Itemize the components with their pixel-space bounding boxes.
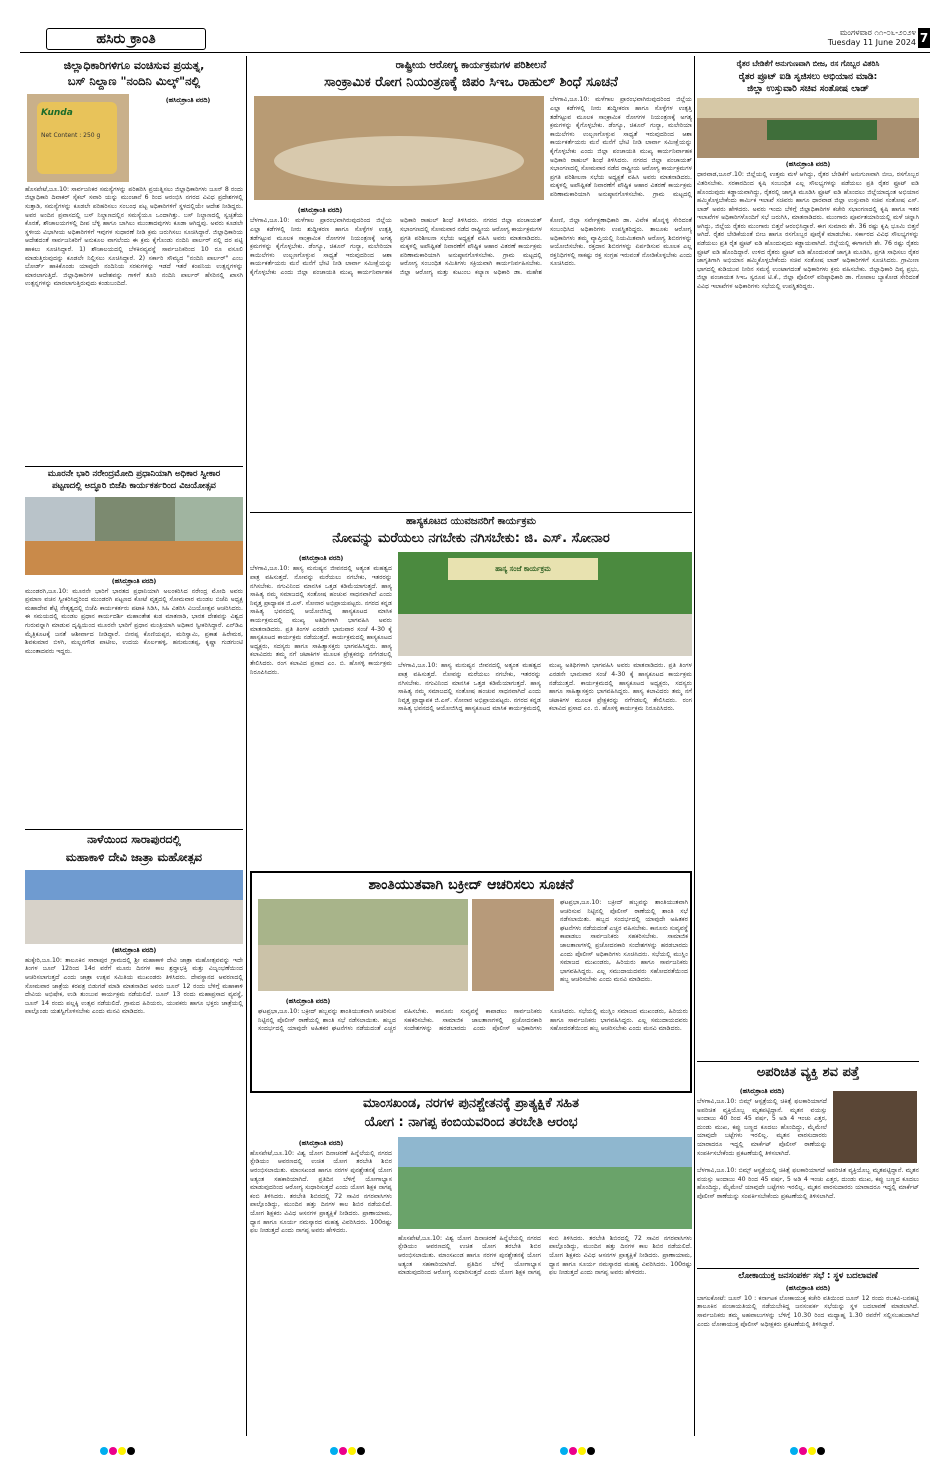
celebration-photo (25, 497, 243, 575)
kicker: ರಾಷ್ಟ್ರೀಯ ಆರೋಗ್ಯ ಕಾರ್ಯಕ್ರಮಗಳ ಪರಿಶೀಲನೆ (395, 60, 547, 71)
headline: ಜಿಲ್ಲಾಧಿಕಾರಿಗಳಿಗೂ ವಂಚಿಸುವ ಪ್ರಯತ್ನ, (63, 60, 205, 72)
section-title: ಹಸಿರು ಕ್ರಾಂತಿ (96, 31, 156, 47)
kicker: ರೈತರ ಬೇಡಿಕೆಗೆ ಅನುಗುಣವಾಗಿ ಬೀಜ, ರಸ ಗೊಬ್ಬರ ವಿತರಿಸಿ (736, 60, 880, 68)
headline-sub: ಯೋಗ : ನಾಗಪ್ಪ ಕಂಬಿಯವರಿಂದ ತರಬೇತಿ ಆರಂಭ (364, 1114, 578, 1130)
headline-sub: ಬಸ್ ನಿಲ್ದಾಣ "ನಂದಿನಿ ಮಿಲ್ಕ್"ನಲ್ಲಿ (67, 73, 201, 88)
registration-marks-center-left (330, 1440, 366, 1450)
byline: (ಹಸಿರುಕ್ರಾಂತಿ ವರದಿ) (739, 1086, 785, 1095)
date-kannada: ಮಂಗಳವಾರ ೧೧-೦೬-೨೦೨೪ (839, 28, 916, 37)
byline: (ಹಸಿರುಕ್ರಾಂತಿ ವರದಿ) (285, 997, 331, 1006)
deceased-photo (833, 1091, 917, 1163)
article-body: ಘಟಪ್ರಭಾ,ಜೂ.10: ಬಕ್ರೀದ್ ಹಬ್ಬವನ್ನು ಶಾಂತಿಯುತವಾಗಿ ಆಚರಿಸುವ ನಿಟ್ಟಿನಲ್ಲಿ ಪೊಲೀಸ್ ಠಾಣೆಯಲ್ಲಿ ಶಾಂತಿ ಸಭೆ ನಡೆಸಲಾಯಿತು. ಹಬ್ಬದ ಸಂದರ್ಭದಲ್ಲಿ ಯಾವುದೇ ಅಹಿತಕರ ಘಟನೆಗಳು ನಡೆಯದಂತೆ ಎಚ್ಚರ ವಹಿಸಬೇಕು. ಕಾನೂನು ಸುವ್ಯವಸ್ಥೆ ಕಾಪಾಡಲು ಸಾರ್ವಜನಿಕರು ಸಹಕರಿಸಬೇಕು. ಸಾಮಾಜಿಕ ಜಾಲತಾಣಗಳಲ್ಲಿ ಪ್ರಚೋದನಕಾರಿ ಸಂದೇಶಗಳನ್ನು ಹರಡಬಾರದು ಎಂದು ಪೊಲೀಸ್ ಅಧಿಕಾರಿಗಳು ಸೂಚಿಸಿದರು. ಸಭೆಯಲ್ಲಿ ಮುಸ್ಲಿಂ ಸಮಾಜದ ಮುಖಂಡರು, ಹಿರಿಯರು ಹಾಗೂ ಸಾರ್ವಜನಿಕರು ಭಾಗವಹಿಸಿದ್ದರು. ಎಲ್ಲ ಸಮುದಾಯದವರು ಸಹೋದರತೆಯಿಂದ ಹಬ್ಬ ಆಚರಿಸಬೇಕು ಎಂದು ಮನವಿ ಮಾಡಿದರು. (258, 1008, 688, 1033)
kicker: ಹಾಸ್ಯಕೂಟದ ಯುವಜನರಿಗೆ ಕಾರ್ಯಕ್ರಮ (405, 516, 536, 527)
black-dot (357, 1447, 365, 1455)
black-dot (587, 1447, 595, 1455)
product-label: Kunda (41, 107, 73, 118)
headline: ಮಾಂಸಖಂಡ, ನರಗಳ ಪುನಶ್ಚೇತನಕ್ಕೆ ಪ್ರಾತ್ಯಕ್ಷಿಕೆ ಸಹಿತ (363, 1097, 579, 1111)
article-body: ಹೊಸಪೇಟೆ,ಜೂ.10: ವಿಶ್ವ ಯೋಗ ದಿನಾಚರಣೆ ಹಿನ್ನೆಲೆಯಲ್ಲಿ ನಗರದ ಸ್ಟೇಡಿಯಂ ಆವರಣದಲ್ಲಿ ಉಚಿತ ಯೋಗ ತರಬೇತಿ ಶಿಬಿರ ಆರಂಭಿಸಲಾಯಿತು. ಮಾಂಸಖಂಡ ಹಾಗೂ ನರಗಳ ಪುನಶ್ಚೇತನಕ್ಕೆ ಯೋಗ ಅತ್ಯಂತ ಸಹಕಾರಿಯಾಗಿದೆ. ಪ್ರತಿದಿನ ಬೆಳಿಗ್ಗೆ ಯೋಗಾಭ್ಯಾಸ ಮಾಡುವುದರಿಂದ ಆರೋಗ್ಯ ಸುಧಾರಿಸುತ್ತದೆ ಎಂದು ಯೋಗ ಶಿಕ್ಷಕ ನಾಗಪ್ಪ ಕಂಬಿ ತಿಳಿಸಿದರು. ತರಬೇತಿ ಶಿಬಿರದಲ್ಲಿ 72 ಸಾವಿರ ನಗರವಾಸಿಗಳು ಪಾಲ್ಗೊಂಡಿದ್ದು, ಮುಂದಿನ ಹತ್ತು ದಿನಗಳ ಕಾಲ ಶಿಬಿರ ನಡೆಯಲಿದೆ. ಯೋಗ ಶಿಕ್ಷಕರು ವಿವಿಧ ಆಸನಗಳ ಪ್ರಾತ್ಯಕ್ಷಿಕೆ ನೀಡಿದರು. ಪ್ರಾಣಾಯಾಮ, ಧ್ಯಾನ ಹಾಗೂ ಸೂರ್ಯ ನಮಸ್ಕಾರದ ಮಹತ್ವ ವಿವರಿಸಿದರು. 100ರಷ್ಟು ಫಲ ನೀಡುತ್ತದೆ ಎಂದು ನಾಗಪ್ಪ ಅವರು ಹೇಳಿದರು. (398, 1234, 692, 1277)
headline: ರೈತರ ಪ್ರೂಟ್ ಐಡಿ ಸೃಜಿಸಲು ಅಭಿಯಾನ ಮಾಡಿ: (738, 71, 878, 82)
article-body: ಬೆಳಗಾವಿ,ಜೂ.10: ಮಳೆಗಾಲ ಪ್ರಾರಂಭವಾಗಿರುವುದರಿಂದ ಜಿಲ್ಲೆಯ ಎಲ್ಲಾ ಕಡೆಗಳಲ್ಲಿ ನೀರು ಶುದ್ಧೀಕರಣ ಹಾಗೂ ಸೊಳ್ಳೆಗಳ ಉತ್ಪತ್ತಿ ತಡೆಗಟ್ಟುವ ಮೂಲಕ ಸಾಂಕ್ರಾಮಿಕ ರೋಗಗಳ ನಿಯಂತ್ರಣಕ್ಕೆ ಅಗತ್ಯ ಕ್ರಮಗಳನ್ನು ಕೈಗೊಳ್ಳಬೇಕು. ಡೆಂಗ್ಯೂ, ಚಿಕೂನ್ ಗುನ್ಯಾ, ಮಲೇರಿಯಾ ಕಾಯಿಲೆಗಳು ಉಲ್ಬಣಗೊಳ್ಳುವ ಸಾಧ್ಯತೆ ಇರುವುದರಿಂದ ಆಶಾ ಕಾರ್ಯಕರ್ತೆಯರು ಮನೆ ಮನೆಗೆ ಭೇಟಿ ನೀಡಿ ಲಾರ್ವಾ ಸಮೀಕ್ಷೆಯನ್ನು ಕೈಗೊಳ್ಳಬೇಕು ಎಂದು ಜಿಲ್ಲಾ ಪಂಚಾಯತಿ ಮುಖ್ಯ ಕಾರ್ಯನಿರ್ವಾಹಕ ಅಧಿಕಾರಿ ರಾಹುಲ್ ಶಿಂಧೆ ತಿಳಿಸಿದರು. ನಗರದ ಜಿಲ್ಲಾ ಪಂಚಾಯತ್ ಸಭಾಂಗಣದಲ್ಲಿ ಸೋಮವಾರ ನಡೆದ ರಾಷ್ಟ್ರೀಯ ಆರೋಗ್ಯ ಕಾರ್ಯಕ್ರಮಗಳ ಪ್ರಗತಿ ಪರಿಶೀಲನಾ ಸಭೆಯ ಅಧ್ಯಕ್ಷತೆ ವಹಿಸಿ ಅವರು ಮಾತನಾಡಿದರು. ಮಕ್ಕಳಲ್ಲಿ ಅಪೌಷ್ಟಿಕತೆ ನಿವಾರಣೆಗೆ ಪೌಷ್ಟಿಕ ಆಹಾರ ವಿತರಣೆ ಕಾರ್ಯಕ್ರಮ ಪರಿಣಾಮಕಾರಿಯಾಗಿ ಅನುಷ್ಠಾನಗೊಳಿಸಬೇಕು. ಗ್ರಾಮ ಮಟ್ಟದಲ್ಲಿ ಆರೋಗ್ಯ ಸಂಬಂಧಿತ ಸಮಿತಿಗಳು ಸಕ್ರಿಯವಾಗಿ ಕಾರ್ಯನಿರ್ವಹಿಸಬೇಕು. ಜಿಲ್ಲಾ ಆರೋಗ್ಯ ಮತ್ತು ಕುಟುಂಬ ಕಲ್ಯಾಣ ಅಧಿಕಾರಿ ಡಾ. ಮಹೇಶ ಕೋಣಿ, ಜಿಲ್ಲಾ ಸರ್ವೇಕ್ಷಣಾಧಿಕಾರಿ ಡಾ. ವಿವೇಕ ಹೊನ್ನಳ್ಳಿ ಸೇರಿದಂತೆ ಸಂಬಂಧಿಸಿದ ಅಧಿಕಾರಿಗಳು ಉಪಸ್ಥಿತರಿದ್ದರು. ತಾಲೂಕು ಆರೋಗ್ಯ ಅಧಿಕಾರಿಗಳು ತಮ್ಮ ವ್ಯಾಪ್ತಿಯಲ್ಲಿ ನಿಯಮಿತವಾಗಿ ಆರೋಗ್ಯ ಶಿಬಿರಗಳನ್ನು ಆಯೋಜಿಸಬೇಕು. ರಕ್ತದಾನ ಶಿಬಿರಗಳನ್ನು ಏರ್ಪಡಿಸುವ ಮೂಲಕ ಎಲ್ಲ ರಕ್ತನಿಧಿಗಳಲ್ಲಿ ಸಾಕಷ್ಟು ರಕ್ತ ಸಂಗ್ರಹ ಇರುವಂತೆ ನೋಡಿಕೊಳ್ಳಬೇಕು ಎಂದು ಸೂಚಿಸಿದರು. (250, 217, 692, 276)
date-english: Tuesday 11 June 2024 (827, 38, 916, 47)
divider (697, 1268, 919, 1269)
story-lokayukta (697, 1272, 919, 1438)
event-photo (398, 552, 692, 656)
story-yoga-training (250, 1097, 692, 1435)
byline: (ಹಸಿರುಕ್ರಾಂತಿ ವರದಿ) (785, 1283, 831, 1292)
story-fruit-id (697, 60, 919, 1060)
byline: (ಹಸಿರುಕ್ರಾಂತಿ ವರದಿ) (297, 206, 343, 215)
byline: (ಹಸಿರುಕ್ರಾಂತಿ ವರದಿ) (165, 95, 211, 104)
yellow-dot (348, 1447, 356, 1455)
black-dot (817, 1447, 825, 1455)
byline: (ಹಸಿರುಕ್ರಾಂತಿ ವರದಿ) (111, 945, 157, 954)
article-body: ಬೆಳಗಾವಿ,ಜೂ.10: ಬಿಮ್ಸ್ ಆಸ್ಪತ್ರೆಯಲ್ಲಿ ಚಿಕಿತ್ಸೆ ಫಲಕಾರಿಯಾಗದೆ ಅಪರಿಚಿತ ವ್ಯಕ್ತಿಯೊಬ್ಬ ಮೃತಪಟ್ಟಿದ್ದಾನೆ. ಮೃತನ ವಯಸ್ಸು ಅಂದಾಜು 40 ರಿಂದ 45 ವರ್ಷ, 5 ಅಡಿ 4 ಇಂಚು ಎತ್ತರ, ದುಂಡು ಮುಖ, ಕಪ್ಪು ಬಣ್ಣದ ಕೂದಲು ಹೊಂದಿದ್ದು, ಮೈಮೇಲೆ ಯಾವುದೇ ಬಟ್ಟೆಗಳು ಇರಲಿಲ್ಲ. ಮೃತನ ವಾರಸುದಾರರು ಯಾರಾದರೂ ಇದ್ದಲ್ಲಿ ಮಾರ್ಕೆಟ್ ಪೊಲೀಸ್ ಠಾಣೆಯನ್ನು ಸಂಪರ್ಕಿಸಬೇಕೆಂದು ಪ್ರಕಟಣೆಯಲ್ಲಿ ತಿಳಿಸಲಾಗಿದೆ. (697, 1166, 919, 1200)
byline: (ಹಸಿರುಕ್ರಾಂತಿ ವರದಿ) (111, 576, 157, 585)
yellow-dot (118, 1447, 126, 1455)
meeting-photo (258, 899, 468, 991)
registration-marks-center-right (560, 1440, 596, 1450)
column-divider (694, 56, 695, 1436)
header-rule (20, 52, 930, 53)
divider (250, 512, 692, 513)
cyan-dot (790, 1447, 798, 1455)
magenta-dot (799, 1447, 807, 1455)
story-bakrid-peace (250, 871, 692, 1093)
meeting-photo (254, 96, 544, 200)
dateline (828, 28, 916, 48)
story-health-review (250, 60, 692, 508)
cyan-dot (100, 1447, 108, 1455)
yoga-photo (398, 1137, 692, 1229)
magenta-dot (569, 1447, 577, 1455)
headline: ಲೋಕಾಯುಕ್ತ ಜನಸಂಪರ್ಕ ಸಭೆ : ಸ್ಥಳ ಬದಲಾವಣೆ (738, 1272, 878, 1281)
article-body: ಬಾಗಲಕೋಟೆ: ಜೂನ್ 10 : ಕರ್ನಾಟಕ ಲೋಕಾಯುಕ್ತ ಕಚೇರಿ ವತಿಯಿಂದ ಜೂನ್ 12 ರಂದು ರಬಕವಿ-ಬನಹಟ್ಟಿ ತಾಲೂಕಿನ ಪಂಚಾಯತಿಯಲ್ಲಿ ನಡೆಯಬೇಕಿದ್ದ ಜನಸಂಪರ್ಕ ಸಭೆಯನ್ನು ಸ್ಥಳ ಬದಲಾವಣೆ ಮಾಡಲಾಗಿದೆ. ಸಾರ್ವಜನಿಕರು ತಮ್ಮ ಅಹವಾಲುಗಳನ್ನು ಬೆಳಿಗ್ಗೆ 10.30 ರಿಂದ ಮಧ್ಯಾಹ್ನ 1.30 ರವರೆಗೆ ಸಲ್ಲಿಸಬಹುದಾಗಿದೆ ಎಂದು ಲೋಕಾಯುಕ್ತ ಪೊಲೀಸ್ ಅಧೀಕ್ಷಕರು ಪ್ರಕಟಣೆಯಲ್ಲಿ ತಿಳಿಸಿದ್ದಾರೆ. (697, 1294, 919, 1328)
magenta-dot (339, 1447, 347, 1455)
product-weight: Net Content : 250 g (41, 131, 101, 139)
article-body-top: ಬೆಳಗಾವಿ,ಜೂ.10: ಮಳೆಗಾಲ ಪ್ರಾರಂಭವಾಗಿರುವುದರಿಂದ ಜಿಲ್ಲೆಯ ಎಲ್ಲಾ ಕಡೆಗಳಲ್ಲಿ ನೀರು ಶುದ್ಧೀಕರಣ ಹಾಗೂ ಸೊಳ್ಳೆಗಳ ಉತ್ಪತ್ತಿ ತಡೆಗಟ್ಟುವ ಮೂಲಕ ಸಾಂಕ್ರಾಮಿಕ ರೋಗಗಳ ನಿಯಂತ್ರಣಕ್ಕೆ ಅಗತ್ಯ ಕ್ರಮಗಳನ್ನು ಕೈಗೊಳ್ಳಬೇಕು. ಡೆಂಗ್ಯೂ, ಚಿಕೂನ್ ಗುನ್ಯಾ, ಮಲೇರಿಯಾ ಕಾಯಿಲೆಗಳು ಉಲ್ಬಣಗೊಳ್ಳುವ ಸಾಧ್ಯತೆ ಇರುವುದರಿಂದ ಆಶಾ ಕಾರ್ಯಕರ್ತೆಯರು ಮನೆ ಮನೆಗೆ ಭೇಟಿ ನೀಡಿ ಲಾರ್ವಾ ಸಮೀಕ್ಷೆಯನ್ನು ಕೈಗೊಳ್ಳಬೇಕು ಎಂದು ಜಿಲ್ಲಾ ಪಂಚಾಯತಿ ಮುಖ್ಯ ಕಾರ್ಯನಿರ್ವಾಹಕ ಅಧಿಕಾರಿ ರಾಹುಲ್ ಶಿಂಧೆ ತಿಳಿಸಿದರು. ನಗರದ ಜಿಲ್ಲಾ ಪಂಚಾಯತ್ ಸಭಾಂಗಣದಲ್ಲಿ ಸೋಮವಾರ ನಡೆದ ರಾಷ್ಟ್ರೀಯ ಆರೋಗ್ಯ ಕಾರ್ಯಕ್ರಮಗಳ ಪ್ರಗತಿ ಪರಿಶೀಲನಾ ಸಭೆಯ ಅಧ್ಯಕ್ಷತೆ ವಹಿಸಿ ಅವರು ಮಾತನಾಡಿದರು. ಮಕ್ಕಳಲ್ಲಿ ಅಪೌಷ್ಟಿಕತೆ ನಿವಾರಣೆಗೆ ಪೌಷ್ಟಿಕ ಆಹಾರ ವಿತರಣೆ ಕಾರ್ಯಕ್ರಮ ಪರಿಣಾಮಕಾರಿಯಾಗಿ ಅನುಷ್ಠಾನಗೊಳಿಸಬೇಕು. ಗ್ರಾಮ ಮಟ್ಟದಲ್ಲಿ (550, 96, 692, 198)
article-body: ಹುಕ್ಕೇರಿ,ಜೂ.10: ತಾಲೂಕಿನ ಸಾರಾಪುರ ಗ್ರಾಮದಲ್ಲಿ ಶ್ರೀ ಮಹಾಕಾಳಿ ದೇವಿ ಜಾತ್ರಾ ಮಹೋತ್ಸವವನ್ನು ಇದೇ ತಿಂಗಳ ಜೂನ್ 12ರಿಂದ 14ರ ವರೆಗೆ ಮೂರು ದಿನಗಳ ಕಾಲ ಶ್ರದ್ಧಾಭಕ್ತಿ ಮತ್ತು ವಿಜೃಂಭಣೆಯಿಂದ ಆಚರಿಸಲಾಗುತ್ತದೆ ಎಂದು ಜಾತ್ರಾ ಉತ್ಸವ ಸಮಿತಿಯ ಮುಖಂಡರು ತಿಳಿಸಿದರು. ದೇವಸ್ಥಾನದ ಆವರಣದಲ್ಲಿ ಸೋಮವಾರ ಜಾತ್ರೆಯ ಕರಪತ್ರ ಬಿಡುಗಡೆ ಮಾಡಿ ಮಾತನಾಡಿದ ಅವರು ಜೂನ್ 12 ರಂದು ಬೆಳಿಗ್ಗೆ ಮಹಾಕಾಳಿ ದೇವಿಯ ಅಭಿಷೇಕ, ಉಡಿ ತುಂಬುವ ಕಾರ್ಯಕ್ರಮ ನಡೆಯಲಿದೆ. ಜೂನ್ 13 ರಂದು ಮಹಾಪ್ರಸಾದ ವ್ಯವಸ್ಥೆ, ಜೂನ್ 14 ರಂದು ಪಲ್ಲಕ್ಕಿ ಉತ್ಸವ ನಡೆಯಲಿದೆ. ಗ್ರಾಮದ ಹಿರಿಯರು, ಯುವಕರು ಹಾಗೂ ಭಕ್ತರು ಜಾತ್ರೆಯಲ್ಲಿ ಪಾಲ್ಗೊಂಡು ಯಶಸ್ವಿಗೊಳಿಸಬೇಕು ಎಂದು ಮನವಿ ಮಾಡಿದರು. (25, 956, 243, 1016)
story-nandini-milk (25, 60, 243, 462)
headline: ಸಾಂಕ್ರಾಮಿಕ ರೋಗ ನಿಯಂತ್ರಣಕ್ಕೆ ಜಿಪಂ ಸಿಇಒ ರಾಹುಲ್ ಶಿಂಧೆ ಸೂಚನೆ (324, 74, 618, 90)
headline-sub: ಪಟ್ಟಣದಲ್ಲಿ ಅದ್ಧೂರಿ ಬಿಜೆಪಿ ಕಾರ್ಯಕರ್ತರಿಂದ ವಿಜಯೋತ್ಸವ (52, 480, 216, 491)
article-body-left: ಹೊಸಪೇಟೆ,ಜೂ.10: ವಿಶ್ವ ಯೋಗ ದಿನಾಚರಣೆ ಹಿನ್ನೆಲೆಯಲ್ಲಿ ನಗರದ ಸ್ಟೇಡಿಯಂ ಆವರಣದಲ್ಲಿ ಉಚಿತ ಯೋಗ ತರಬೇತಿ ಶಿಬಿರ ಆರಂಭಿಸಲಾಯಿತು. ಮಾಂಸಖಂಡ ಹಾಗೂ ನರಗಳ ಪುನಶ್ಚೇತನಕ್ಕೆ ಯೋಗ ಅತ್ಯಂತ ಸಹಕಾರಿಯಾಗಿದೆ. ಪ್ರತಿದಿನ ಬೆಳಿಗ್ಗೆ ಯೋಗಾಭ್ಯಾಸ ಮಾಡುವುದರಿಂದ ಆರೋಗ್ಯ ಸುಧಾರಿಸುತ್ತದೆ ಎಂದು ಯೋಗ ಶಿಕ್ಷಕ ನಾಗಪ್ಪ ಕಂಬಿ ತಿಳಿಸಿದರು. ತರಬೇತಿ ಶಿಬಿರದಲ್ಲಿ 72 ಸಾವಿರ ನಗರವಾಸಿಗಳು ಪಾಲ್ಗೊಂಡಿದ್ದು, ಮುಂದಿನ ಹತ್ತು ದಿನಗಳ ಕಾಲ ಶಿಬಿರ ನಡೆಯಲಿದೆ. ಯೋಗ ಶಿಕ್ಷಕರು ವಿವಿಧ ಆಸನಗಳ ಪ್ರಾತ್ಯಕ್ಷಿಕೆ ನೀಡಿದರು. ಪ್ರಾಣಾಯಾಮ, ಧ್ಯಾನ ಹಾಗೂ ಸೂರ್ಯ ನಮಸ್ಕಾರದ ಮಹತ್ವ ವಿವರಿಸಿದರು. 100ರಷ್ಟು ಫಲ ನೀಡುತ್ತದೆ ಎಂದು ನಾಗಪ್ಪ ಅವರು ಹೇಳಿದರು. (250, 1149, 392, 1235)
article-body-left: ಬೆಳಗಾವಿ,ಜೂ.10: ಹಾಸ್ಯ ಮನುಷ್ಯನ ಜೀವನದಲ್ಲಿ ಅತ್ಯಂತ ಮಹತ್ವದ ಪಾತ್ರ ವಹಿಸುತ್ತದೆ. ನೋವನ್ನು ಮರೆಯಲು ನಗಬೇಕು, ಇತರರನ್ನು ನಗಿಸಬೇಕು. ನಗುವಿನಿಂದ ಮಾನಸಿಕ ಒತ್ತಡ ಕಡಿಮೆಯಾಗುತ್ತದೆ. ಹಾಸ್ಯ ಸಾಹಿತ್ಯ ನಮ್ಮ ಸಮಾಜದಲ್ಲಿ ಸಂತೋಷ ಹಂಚುವ ಸಾಧನವಾಗಿದೆ ಎಂದು ನಿವೃತ್ತ ಪ್ರಾಧ್ಯಾಪಕ ಜಿ.ಎಸ್. ಸೋನಾರ ಅಭಿಪ್ರಾಯಪಟ್ಟರು. ನಗರದ ಕನ್ನಡ ಸಾಹಿತ್ಯ ಭವನದಲ್ಲಿ ಆಯೋಜಿಸಿದ್ದ ಹಾಸ್ಯಕೂಟದ ಮಾಸಿಕ ಕಾರ್ಯಕ್ರಮದಲ್ಲಿ ಮುಖ್ಯ ಅತಿಥಿಗಳಾಗಿ ಭಾಗವಹಿಸಿ ಅವರು ಮಾತನಾಡಿದರು. ಪ್ರತಿ ತಿಂಗಳ ಎರಡನೇ ಭಾನುವಾರ ಸಂಜೆ 4-30 ಕ್ಕೆ ಹಾಸ್ಯಕೂಟದ ಕಾರ್ಯಕ್ರಮ ನಡೆಯುತ್ತದೆ. ಕಾರ್ಯಕ್ರಮದಲ್ಲಿ ಹಾಸ್ಯಕೂಟದ ಅಧ್ಯಕ್ಷರು, ಸದಸ್ಯರು ಹಾಗೂ ಸಾಹಿತ್ಯಾಸಕ್ತರು ಭಾಗವಹಿಸಿದ್ದರು. ಹಾಸ್ಯ ಕಲಾವಿದರು ತಮ್ಮ ನಗೆ ಚಟಾಕಿಗಳ ಮೂಲಕ ಪ್ರೇಕ್ಷಕರನ್ನು ನಗೆಗಡಲಲ್ಲಿ ತೇಲಿಸಿದರು. ರಂಗ ಕಲಾವಿದ ಪ್ರಸಾದ ಎಂ. ಬಿ. ಹೊಸಳ್ಳಿ ಕಾರ್ಯಕ್ರಮ ನಿರೂಪಿಸಿದರು. (250, 565, 392, 676)
headline-sub: ಜಿಲ್ಲಾ ಉಸ್ತುವಾರಿ ಸಚಿವ ಸಂತೋಷ ಲಾಡ್ (747, 83, 869, 94)
article-body: ಧಾರವಾಡ,ಜೂನ್.10: ಜಿಲ್ಲೆಯಲ್ಲಿ ಉತ್ತಮ ಮಳೆ ಆಗಿದ್ದು, ರೈತರ ಬೇಡಿಕೆಗೆ ಅನುಗುಣವಾಗಿ ಬೀಜ, ರಸಗೊಬ್ಬರ ವಿತರಿಸಬೇಕು. ಸರಕಾರದಿಂದ ಕೃಷಿ ಸಂಬಂಧಿತ ಎಲ್ಲ ಸೌಲಭ್ಯಗಳನ್ನು ಪಡೆಯಲು ಪ್ರತಿ ರೈತರ ಫ್ರೂಟ್ ಐಡಿ ಹೊಂದುವುದು ಕಡ್ಡಾಯವಾಗಿದ್ದು, ರೈತರಲ್ಲಿ ಜಾಗೃತಿ ಮೂಡಿಸಿ ಫ್ರೂಟ್ ಐಡಿ ಹೊಂದಲು ಜಿಲ್ಲೆಯಾದ್ಯಂತ ಅಭಿಯಾನ ಹಮ್ಮಿಕೊಳ್ಳಬೇಕೆಂದು ಕಾರ್ಮಿಕ ಇಲಾಖೆ ಸಚಿವರು ಹಾಗೂ ಧಾರವಾಡ ಜಿಲ್ಲಾ ಉಸ್ತುವಾರಿ ಸಚಿವ ಸಂತೋಷ ಎಸ್. ಲಾಡ್ ಅವರು ಹೇಳಿದರು. ಅವರು ಇಂದು ಬೆಳಿಗ್ಗೆ ಜಿಲ್ಲಾಧಿಕಾರಿಗಳ ಕಚೇರಿ ಸಭಾಂಗಣದಲ್ಲಿ ಕೃಷಿ ಹಾಗೂ ಇತರ ಇಲಾಖೆಗಳ ಅಧಿಕಾರಿಗಳೊಂದಿಗೆ ಸಭೆ ಜರುಗಿಸಿ, ಮಾತನಾಡಿದರು. ಮುಂಗಾರು ಪೂರ್ವತಯಾರಿಯಲ್ಲಿ ಮಳೆ ಚನ್ನಾಗಿ ಆಗಿದ್ದು, ಜಿಲ್ಲೆಯ ರೈತರು ಮುಂಗಾರು ಬಿತ್ತನೆ ಆರಂಭಿಸಿದ್ದಾರೆ. ಈಗ ಸುಮಾರು ಶೇ. 36 ರಷ್ಟು ಕೃಷಿ ಭೂಮಿ ಬಿತ್ತನೆ ಆಗಿದೆ. ರೈತರ ಬೇಡಿಕೆಯಂತೆ ಬೀಜ ಹಾಗೂ ರಸಗೊಬ್ಬರ ಪೂರೈಕೆ ಮಾಡಬೇಕು. ಸರ್ಕಾರದ ವಿವಿಧ ಸೌಲಭ್ಯಗಳನ್ನು ಪಡೆಯಲು ಪ್ರತಿ ರೈತ ಫ್ರೂಟ್ ಐಡಿ ಹೊಂದುವುದು ಕಡ್ಡಾಯವಾಗಿದೆ. ಜಿಲ್ಲೆಯಲ್ಲಿ ಈಗಾಗಲೇ ಶೇ. 76 ರಷ್ಟು ರೈತರು ಫ್ರೂಟ್ ಐಡಿ ಹೊಂದಿದ್ದಾರೆ. ಉಳಿದ ರೈತರು ಫ್ರೂಟ್ ಐಡಿ ಹೊಂದುವಂತೆ ಜಾಗೃತಿ ಮೂಡಿಸಿ, ಪ್ರಗತಿ ಸಾಧಿಸಲು ರೈತರ ಜಾಗೃತಿಗಾಗಿ ಅಭಿಯಾನ ಹಮ್ಮಿಕೊಳ್ಳಬೇಕೆಂದು ಸಚಿವ ಸಂತೋಷ ಲಾಡ್ ಅಧಿಕಾರಿಗಳಿಗೆ ಸೂಚಿಸಿದರು. ಗ್ರಾಮೀಣ ಭಾಗದಲ್ಲಿ ಕುಡಿಯುವ ನೀರಿನ ಸಮಸ್ಯೆ ಉಂಟಾಗದಂತೆ ಅಧಿಕಾರಿಗಳು ಕ್ರಮ ವಹಿಸಬೇಕು. ಜಿಲ್ಲಾಧಿಕಾರಿ ದಿವ್ಯ ಪ್ರಭು, ಜಿಲ್ಲಾ ಪಂಚಾಯತ ಸಿಇಒ ಸ್ವರೂಪ ಟಿ.ಕೆ., ಜಿಲ್ಲಾ ಪೊಲೀಸ್ ವರಿಷ್ಠಾಧಿಕಾರಿ ಡಾ. ಗೋಪಾಲ ಬ್ಯಾಕೋಡ ಸೇರಿದಂತೆ ವಿವಿಧ ಇಲಾಖೆಗಳ ಅಧಿಕಾರಿಗಳು ಸಭೆಯಲ್ಲಿ ಉಪಸ್ಥಿತರಿದ್ದರು. (697, 171, 919, 291)
product-photo (27, 94, 129, 182)
story-bjp-celebration (25, 470, 243, 826)
byline: (ಹಸಿರುಕ್ರಾಂತಿ ವರದಿ) (298, 1138, 344, 1147)
headline: ಅಪರಿಚಿತ ವ್ಯಕ್ತಿ ಶವ ಪತ್ತೆ (756, 1066, 860, 1080)
temple-photo (25, 870, 243, 944)
page-number: 7 (918, 28, 930, 48)
registration-marks-left (100, 1440, 136, 1450)
headline: ಶಾಂತಿಯುತವಾಗಿ ಬಕ್ರೀದ್ ಆಚರಿಸಲು ಸೂಚನೆ (368, 877, 574, 893)
cyan-dot (330, 1447, 338, 1455)
divider (25, 466, 243, 467)
yellow-dot (808, 1447, 816, 1455)
event-banner: ಹಾಸ್ಯ ಸಂಜೆ ಕಾರ್ಯಕ್ರಮ (448, 558, 598, 580)
section-masthead (46, 28, 206, 50)
page-header (20, 28, 930, 50)
yellow-dot (578, 1447, 586, 1455)
article-body: ಬೆಳಗಾವಿ,ಜೂ.10: ಹಾಸ್ಯ ಮನುಷ್ಯನ ಜೀವನದಲ್ಲಿ ಅತ್ಯಂತ ಮಹತ್ವದ ಪಾತ್ರ ವಹಿಸುತ್ತದೆ. ನೋವನ್ನು ಮರೆಯಲು ನಗಬೇಕು, ಇತರರನ್ನು ನಗಿಸಬೇಕು. ನಗುವಿನಿಂದ ಮಾನಸಿಕ ಒತ್ತಡ ಕಡಿಮೆಯಾಗುತ್ತದೆ. ಹಾಸ್ಯ ಸಾಹಿತ್ಯ ನಮ್ಮ ಸಮಾಜದಲ್ಲಿ ಸಂತೋಷ ಹಂಚುವ ಸಾಧನವಾಗಿದೆ ಎಂದು ನಿವೃತ್ತ ಪ್ರಾಧ್ಯಾಪಕ ಜಿ.ಎಸ್. ಸೋನಾರ ಅಭಿಪ್ರಾಯಪಟ್ಟರು. ನಗರದ ಕನ್ನಡ ಸಾಹಿತ್ಯ ಭವನದಲ್ಲಿ ಆಯೋಜಿಸಿದ್ದ ಹಾಸ್ಯಕೂಟದ ಮಾಸಿಕ ಕಾರ್ಯಕ್ರಮದಲ್ಲಿ ಮುಖ್ಯ ಅತಿಥಿಗಳಾಗಿ ಭಾಗವಹಿಸಿ ಅವರು ಮಾತನಾಡಿದರು. ಪ್ರತಿ ತಿಂಗಳ ಎರಡನೇ ಭಾನುವಾರ ಸಂಜೆ 4-30 ಕ್ಕೆ ಹಾಸ್ಯಕೂಟದ ಕಾರ್ಯಕ್ರಮ ನಡೆಯುತ್ತದೆ. ಕಾರ್ಯಕ್ರಮದಲ್ಲಿ ಹಾಸ್ಯಕೂಟದ ಅಧ್ಯಕ್ಷರು, ಸದಸ್ಯರು ಹಾಗೂ ಸಾಹಿತ್ಯಾಸಕ್ತರು ಭಾಗವಹಿಸಿದ್ದರು. ಹಾಸ್ಯ ಕಲಾವಿದರು ತಮ್ಮ ನಗೆ ಚಟಾಕಿಗಳ ಮೂಲಕ ಪ್ರೇಕ್ಷಕರನ್ನು ನಗೆಗಡಲಲ್ಲಿ ತೇಲಿಸಿದರು. ರಂಗ ಕಲಾವಿದ ಪ್ರಸಾದ ಎಂ. ಬಿ. ಹೊಸಳ್ಳಿ ಕಾರ್ಯಕ್ರಮ ನಿರೂಪಿಸಿದರು. (398, 662, 692, 713)
article-body-right: ಘಟಪ್ರಭಾ,ಜೂ.10: ಬಕ್ರೀದ್ ಹಬ್ಬವನ್ನು ಶಾಂತಿಯುತವಾಗಿ ಆಚರಿಸುವ ನಿಟ್ಟಿನಲ್ಲಿ ಪೊಲೀಸ್ ಠಾಣೆಯಲ್ಲಿ ಶಾಂತಿ ಸಭೆ ನಡೆಸಲಾಯಿತು. ಹಬ್ಬದ ಸಂದರ್ಭದಲ್ಲಿ ಯಾವುದೇ ಅಹಿತಕರ ಘಟನೆಗಳು ನಡೆಯದಂತೆ ಎಚ್ಚರ ವಹಿಸಬೇಕು. ಕಾನೂನು ಸುವ್ಯವಸ್ಥೆ ಕಾಪಾಡಲು ಸಾರ್ವಜನಿಕರು ಸಹಕರಿಸಬೇಕು. ಸಾಮಾಜಿಕ ಜಾಲತಾಣಗಳಲ್ಲಿ ಪ್ರಚೋದನಕಾರಿ ಸಂದೇಶಗಳನ್ನು ಹರಡಬಾರದು ಎಂದು ಪೊಲೀಸ್ ಅಧಿಕಾರಿಗಳು ಸೂಚಿಸಿದರು. ಸಭೆಯಲ್ಲಿ ಮುಸ್ಲಿಂ ಸಮಾಜದ ಮುಖಂಡರು, ಹಿರಿಯರು ಹಾಗೂ ಸಾರ್ವಜನಿಕರು ಭಾಗವಹಿಸಿದ್ದರು. ಎಲ್ಲ ಸಮುದಾಯದವರು ಸಹೋದರತೆಯಿಂದ ಹಬ್ಬ ಆಚರಿಸಬೇಕು ಎಂದು ಮನವಿ ಮಾಡಿದರು. (560, 899, 688, 984)
byline: (ಹಸಿರುಕ್ರಾಂತಿ ವರದಿ) (298, 554, 344, 563)
divider (697, 1061, 919, 1062)
headline: ನಾಳೆಯಿಂದ ಸಾರಾಪುರದಲ್ಲಿ (87, 834, 181, 846)
story-unknown-body (697, 1066, 919, 1266)
registration-marks-right (790, 1440, 826, 1450)
story-mahakali-jatre (25, 834, 243, 1439)
headline: ನೋವನ್ನು ಮರೆಯಲು ನಗಬೇಕು ನಗಿಸಬೇಕು: ಜಿ. ಎಸ್. ಸೋನಾರ (332, 530, 610, 546)
story-humour-program (250, 516, 692, 921)
byline: (ಹಸಿರುಕ್ರಾಂತಿ ವರದಿ) (785, 160, 831, 169)
cyan-dot (560, 1447, 568, 1455)
article-body: ಮುಂಡರಗಿ,ಜೂ.10: ಮೂರನೇ ಭಾರಿಗೆ ಭಾರತದ ಪ್ರಧಾನಿಯಾಗಿ ಅಲಂಕರಿಸಿದ ನರೇಂದ್ರ ಮೋದಿ ಅವರು ಪ್ರಮಾಣ ವಚನ ಸ್ವೀಕರಿಸಿದ್ದರಿಂದ ಮುಂಡರಗಿ ಪಟ್ಟಣದ ಕೋಟೆ ವೃತ್ತದಲ್ಲಿ ಸೋಮವಾರ ಮಂಡಲ ಬಿಜೆಪಿ ಅಧ್ಯಕ್ಷ ಮಹಾದೇವ ಶೆಟ್ಟಿ ನೇತೃತ್ವದಲ್ಲಿ ಬಿಜೆಪಿ ಕಾರ್ಯಕರ್ತರು ಪಟಾಕಿ ಸಿಡಿಸಿ, ಸಿಹಿ ವಿತರಿಸಿ ವಿಜಯೋತ್ಸವ ಆಚರಿಸಿದರು. ಈ ಸಮಯದಲ್ಲಿ ಮಂಡಲ ಪ್ರಧಾನ ಕಾರ್ಯದರ್ಶಿ ಮಹಾಂತೇಶ ಕುಡ ಮಾತನಾಡಿ, ಭಾರತ ದೇಶವನ್ನು ವಿಶ್ವದ ಗುರುವನ್ನಾಗಿ ಮಾಡುವ ದೃಷ್ಟಿಯಿಂದ ಮೂರನೇ ಭಾರಿಗೆ ಪ್ರಧಾನ ಮಂತ್ರಿಯಾಗಿ ಅಧಿಕಾರ ಸ್ವೀಕರಿಸಿದ್ದಾರೆ. ಎನ್‍ಡಿಎ ಮೈತ್ರಿಕೂಟಕ್ಕೆ ಜನತೆ ಆಶೀರ್ವಾದ ನೀಡಿದ್ದಾರೆ. ಬೀರಪ್ಪ ಕೊಣಿಯಪ್ಪರ, ಮರಿಸ್ವಾಮಿ, ಪ್ರಕಾಶ ಹಿರೇಮಠ, ಶಿವಕುಮಾರ ಬಿಳಗಿ, ಮಲ್ಲನಗೌಡ ಪಾಟೀಲ, ಉದಯ ಕೊರ್ಲಹಳ್ಳಿ, ಹನುಮಂತಪ್ಪ, ಕೃಷ್ಣಾ ಗುಡಗುಂಟಿ ಮುಂತಾದವರು ಇದ್ದರು. (25, 587, 243, 655)
headline-sub: ಮಹಾಕಾಳಿ ದೇವಿ ಜಾತ್ರಾ ಮಹೋತ್ಸವ (65, 849, 203, 864)
article-body-top: ಬೆಳಗಾವಿ,ಜೂ.10: ಬಿಮ್ಸ್ ಆಸ್ಪತ್ರೆಯಲ್ಲಿ ಚಿಕಿತ್ಸೆ ಫಲಕಾರಿಯಾಗದೆ ಅಪರಿಚಿತ ವ್ಯಕ್ತಿಯೊಬ್ಬ ಮೃತಪಟ್ಟಿದ್ದಾನೆ. ಮೃತನ ವಯಸ್ಸು ಅಂದಾಜು 40 ರಿಂದ 45 ವರ್ಷ, 5 ಅಡಿ 4 ಇಂಚು ಎತ್ತರ, ದುಂಡು ಮುಖ, ಕಪ್ಪು ಬಣ್ಣದ ಕೂದಲು ಹೊಂದಿದ್ದು, ಮೈಮೇಲೆ ಯಾವುದೇ ಬಟ್ಟೆಗಳು ಇರಲಿಲ್ಲ. ಮೃತನ ವಾರಸುದಾರರು ಯಾರಾದರೂ ಇದ್ದಲ್ಲಿ ಮಾರ್ಕೆಟ್ ಪೊಲೀಸ್ ಠಾಣೆಯನ್ನು ಸಂಪರ್ಕಿಸಬೇಕೆಂದು ಪ್ರಕಟಣೆಯಲ್ಲಿ ತಿಳಿಸಲಾಗಿದೆ. (697, 1097, 827, 1157)
magenta-dot (109, 1447, 117, 1455)
headline: ಮೂರನೇ ಭಾರಿ ನರೇಂದ್ರಮೋದಿ ಪ್ರಧಾನಿಯಾಗಿ ಅಧಿಕಾರ ಸ್ವೀಕಾರ (47, 470, 221, 479)
black-dot (127, 1447, 135, 1455)
divider (25, 829, 243, 830)
officer-photo (472, 899, 554, 991)
article-body: ಹೊಸಪೇಟೆ,ಜೂ.10: ಸಾರ್ವಜನಿಕರ ಸಮಸ್ಯೆಗಳನ್ನು ಪರಿಹರಿಸಿ ಪ್ರಯತ್ನಿಸಲು ಜಿಲ್ಲಾಧಿಕಾರಿಗಳು ಜೂನ್ 8 ರಂದು ಜಿಲ್ಲಾಧಿಕಾರಿ ದಿವಾಕರ್ ಸೈಕಲ್ ಸವಾರಿ ಯನ್ನು ಮುಂಜಾನೆ 6 ರಿಂದ ಆರಂಭಿಸಿ ನಗರದ ವಿವಿಧ ಪ್ರದೇಶಗಳಲ್ಲಿ ಸುತ್ತಾಡಿ, ಸಮಸ್ಯೆಗಳನ್ನು ಕೂಡಲೇ ಪರಿಹರಿಸಲು ಸಂಬಂಧ ಪಟ್ಟ ಅಧಿಕಾರಿಗಳಿಗೆ ಸ್ಥಳದಲ್ಲಿಯೇ ಆದೇಶ ನೀಡಿದ್ದರು. ಅವರ ಅಂದಿನ ಪ್ರವಾಸದಲ್ಲಿ ಬಸ್ ನಿಲ್ದಾಣದಲ್ಲಿನ ಸಮಸ್ಯೆಯೂ ಒಂದಾಗಿತ್ತು. ಬಸ್ ನಿಲ್ದಾಣದಲ್ಲಿ ಸ್ವಚ್ಛತೆಯ ಕೊರತೆ, ಶೌಚಾಲಯಗಳಲ್ಲಿ ದೀಪ ಬೆಳ್ಳಿ ಹಾಗೂ ಬಾಗಿಲು ಮುಂತಾದವುಗಳು ಕೂಡಾ ಆಗಿದ್ದವು. ಅವರು ಕೂಡಲೇ ಸ್ಥಳೀಯ ವಿಭಾಗೀಯ ಅಧಿಕಾರಿಗಳಿಗೆ ಇವುಗಳ ಸುಧಾರಣೆ ನೀಡಿ ಕ್ರಮ ಜರುಗಿಸಲು ಸೂಚಿಸಿದ್ದಾರೆ. ಜಿಲ್ಲಾಧಿಕಾರಿಯ ಆದೇಶದಂತೆ ಸಾರ್ವಜನಿಕರಿಗೆ ಅನುಕೂಲ ವಾಗಲೆಂದು ಈ ಕ್ರಮ ಕೈಗೊಂಡು ನಂದಿನಿ ಪಾರ್ಲರ್ ನಲ್ಲಿ ದರ ಪಟ್ಟಿ ಹಾಕಲು ಸೂಚಿಸಿದ್ದಾರೆ. 1) ಶೌಚಾಲಯದಲ್ಲಿ ಬೆಳಕಿನವ್ಯವಸ್ಥೆ ಸಾರ್ವಜನಿಕರಿಂದ 10 ರೂ ವಸೂಲಿ ಮಾಡುತ್ತಿರುವುದನ್ನು ಕೂಡಲೇ ನಿಲ್ಲಿಸಲು ಸೂಚಿಸಿದ್ದಾರೆ. 2) ಸರ್ಕಾರಿ ಸೌಮ್ಯದ "ನಂದಿನಿ ಪಾರ್ಲರ್" ಎಂಬ ಬೋರ್ಡ್ ಹಾಕಿಕೊಂಡು ಯಾವುದೇ ನಂದಿನಿಯ ಸರಕುಗಳನ್ನು ಇಡದೆ ಇತರೆ ಕಂಪನಿಯ ಉತ್ಪನ್ನಗಳನ್ನು ಮಾರಲಾಗುತ್ತಿದೆ. ಜಿಲ್ಲಾಧಿಕಾರಿಗಳ ಆದೇಶವನ್ನು ಗಾಳಿಗೆ ತೂರಿ ನಂದಿನಿ ಪಾರ್ಲರ್ ಹೆಸರಿನಲ್ಲಿ ಖಾಸಗಿ ಉತ್ಪನ್ನಗಳನ್ನು ಮಾರಲಾಗುತ್ತಿರುವುದು ಕಂಡುಬಂದಿದೆ. (25, 185, 243, 288)
meeting-photo (697, 98, 919, 158)
column-divider (246, 56, 247, 1436)
